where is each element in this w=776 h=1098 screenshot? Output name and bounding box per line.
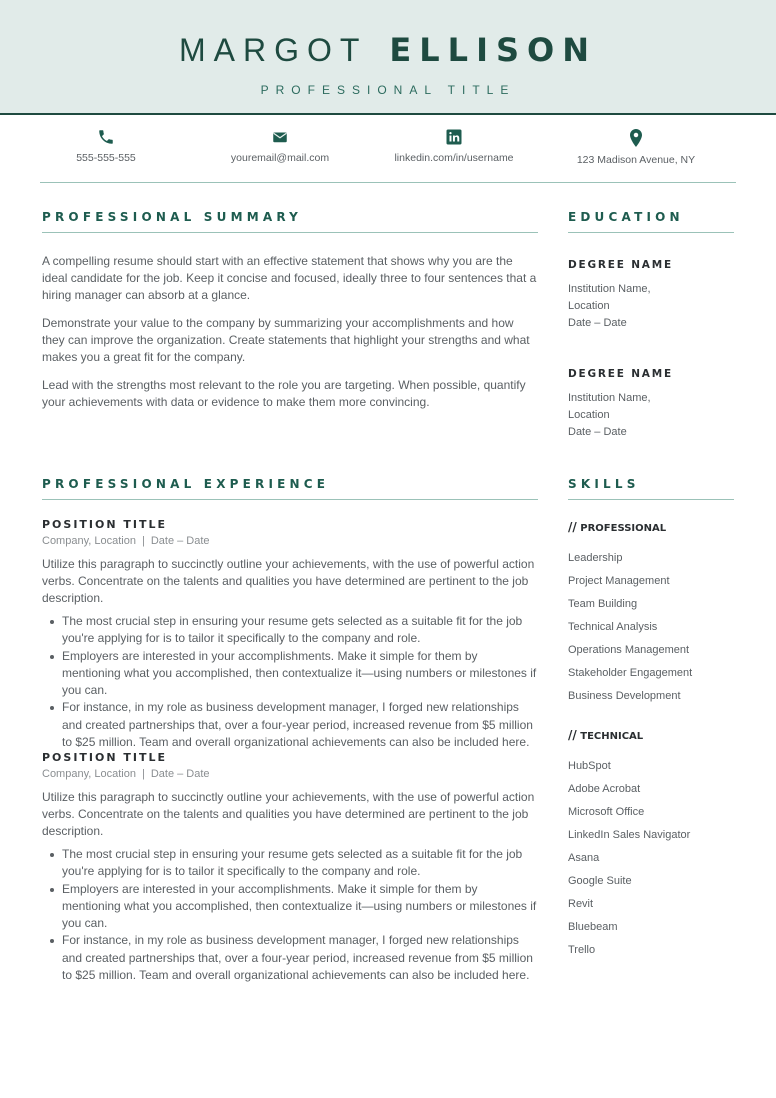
phone-icon: [97, 128, 115, 146]
professional-title: PROFESSIONAL TITLE: [260, 83, 516, 97]
meta-separator: |: [141, 535, 145, 547]
list-item: Employers are interested in your accomplishments. Make it simple for them by mentioning what you accomplished, then contextualize it—using numbers or milestones if you can.: [42, 881, 538, 933]
list-item: Employers are interested in your accomplishments. Make it simple for them by mentioning what you accomplished, then contextualize it—using numbers or milestones if you can.: [42, 648, 538, 700]
position-title: POSITION TITLE: [42, 518, 168, 531]
position-dates: Date – Date: [150, 535, 210, 547]
position-description: Utilize this paragraph to succinctly outline your achievements, with the use of powerful action verbs. Concentrate on the talents and qualities you have determined are pertinent to the job description.: [42, 790, 535, 838]
skill-item: HubSpot: [568, 760, 611, 772]
summary-paragraph: A compelling resume should start with an effective statement that shows why you are the ideal candidate for the job. Keep it concise and focused, ideally three to four sentences that a hiring manager can absorb at a glance.: [42, 254, 537, 302]
position-title: POSITION TITLE: [42, 751, 168, 764]
institution-location: Location: [568, 409, 610, 421]
education-heading: EDUCATION: [568, 210, 684, 224]
experience-rule: [42, 499, 538, 500]
skills-rule: [568, 499, 734, 500]
degree-name: DEGREE NAME: [568, 368, 673, 380]
contact-linkedin: [359, 128, 549, 164]
email-icon: [271, 128, 289, 146]
summary-paragraph: Lead with the strengths most relevant to the role you are targeting. When possible, quantify your achievements with data or evidence to make them more convincing.: [42, 378, 526, 409]
address-text: 123 Madison Avenue, NY: [576, 154, 696, 166]
category-label: TECHNICAL: [580, 731, 644, 742]
position-bullets: [42, 846, 538, 984]
skill-item: Business Development: [568, 690, 681, 702]
skill-item: Microsoft Office: [568, 806, 645, 818]
skill-item: Revit: [568, 898, 594, 910]
email-text: youremail@mail.com: [230, 152, 330, 164]
company-location: Company, Location: [42, 535, 136, 547]
category-label: PROFESSIONAL: [580, 523, 667, 534]
contact-address: [541, 128, 731, 166]
contact-email: [185, 128, 375, 164]
position-meta: [42, 535, 210, 547]
skill-item: Operations Management: [568, 644, 690, 656]
degree-name: DEGREE NAME: [568, 259, 673, 271]
summary-paragraph: Demonstrate your value to the company by summarizing your accomplishments and how they can improve the organization. Create statements that highlight your strengths and what makes you a great fit for the company.: [42, 316, 530, 364]
education-dates: Date – Date: [568, 317, 627, 329]
skill-category-professional: [568, 520, 666, 534]
summary-rule: [42, 232, 538, 233]
position-meta: [42, 768, 210, 780]
skill-item: LinkedIn Sales Navigator: [568, 829, 691, 841]
skill-item: Stakeholder Engagement: [568, 667, 693, 679]
first-name: MARGOT: [178, 32, 368, 68]
skill-item: Google Suite: [568, 875, 632, 887]
skill-item: Leadership: [568, 552, 623, 564]
skill-item: Bluebeam: [568, 921, 618, 933]
institution-location: Location: [568, 300, 610, 312]
list-item: For instance, in my role as business development manager, I forged new relationships and created partnerships that, over a four-year period, increased revenue from $5 million to $25 million. Team and overall organizational achievements can also be included here.: [42, 699, 538, 751]
education-rule: [568, 232, 734, 233]
education-dates: Date – Date: [568, 426, 627, 438]
skill-item: Asana: [568, 852, 600, 864]
skill-item: Team Building: [568, 598, 638, 610]
position-bullets: [42, 613, 538, 751]
skill-item: Project Management: [568, 575, 670, 587]
institution-name: Institution Name,: [568, 392, 651, 404]
contact-divider: [40, 182, 736, 183]
skill-category-technical: [568, 728, 643, 742]
institution-name: Institution Name,: [568, 283, 651, 295]
meta-separator: |: [141, 768, 145, 780]
category-marker: //: [568, 728, 577, 742]
phone-text: 555-555-555: [76, 152, 136, 164]
linkedin-icon: [445, 128, 463, 146]
skill-item: Technical Analysis: [568, 621, 658, 633]
list-item: The most crucial step in ensuring your resume gets selected as a suitable fit for the job you're applying for is to tailor it specifically to the company and role.: [42, 846, 538, 881]
skill-item: Trello: [568, 944, 596, 956]
position-dates: Date – Date: [150, 768, 210, 780]
contact-phone: [11, 128, 201, 164]
experience-heading: PROFESSIONAL EXPERIENCE: [42, 477, 330, 491]
linkedin-text: linkedin.com/in/username: [394, 152, 514, 164]
location-pin-icon: [627, 128, 645, 148]
list-item: For instance, in my role as business development manager, I forged new relationships and created partnerships that, over a four-year period, increased revenue from $5 million to $25 million. Team and overall organizational achievements can also be included here.: [42, 932, 538, 984]
skill-item: Adobe Acrobat: [568, 783, 641, 795]
list-item: The most crucial step in ensuring your resume gets selected as a suitable fit for the job you're applying for is to tailor it specifically to the company and role.: [42, 613, 538, 648]
position-description: Utilize this paragraph to succinctly outline your achievements, with the use of powerful action verbs. Concentrate on the talents and qualities you have determined are pertinent to the job description.: [42, 557, 535, 605]
summary-heading: PROFESSIONAL SUMMARY: [42, 210, 303, 224]
skills-heading: SKILLS: [568, 477, 640, 491]
header-banner: [0, 0, 776, 115]
candidate-name: [0, 30, 776, 70]
last-name: ELLISON: [389, 31, 597, 69]
company-location: Company, Location: [42, 768, 136, 780]
category-marker: //: [568, 520, 577, 534]
